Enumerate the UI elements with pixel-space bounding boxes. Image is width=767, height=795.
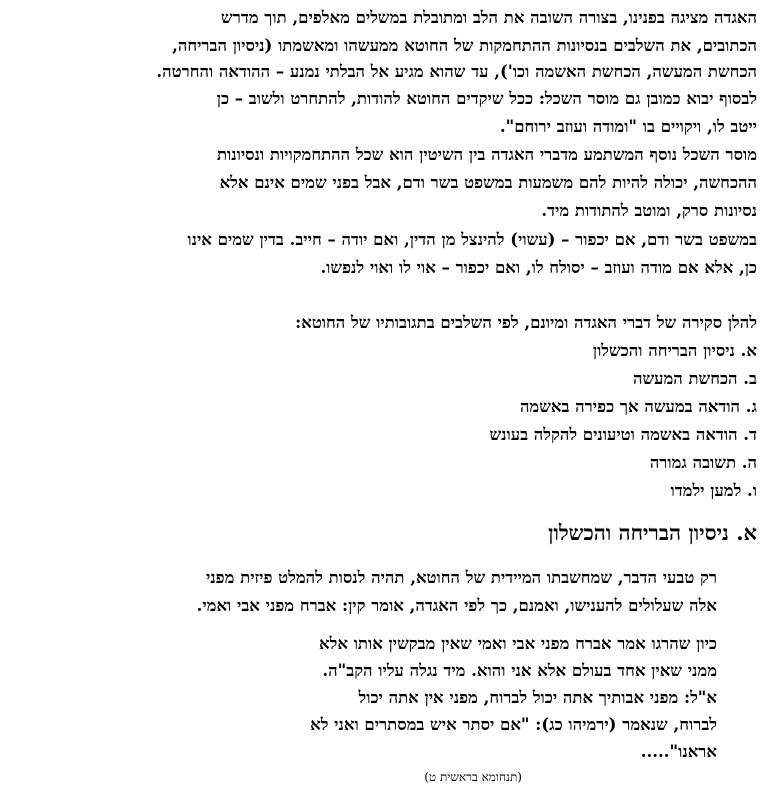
list-item: ד. הודאה באשמה וטיעונים להקלה בעונש: [489, 425, 757, 444]
intro-line: הכחשת המעשה, הכחשת האשמה וכו'), עד שהוא מגיע אל הבלתי נמנע – ההודאה והחרטה.: [156, 62, 757, 81]
list-item: א. ניסיון הבריחה והכשלון: [592, 341, 757, 360]
intro-line: האגדה מציגה בפנינו, בצורה השובה את הלב ומתובלת במשלים מאלפים, תוך מדרש: [221, 8, 757, 27]
intro-line: נסיונות סרק, ומוטב להתודות מיד.: [541, 201, 757, 220]
intro-line: ההכחשה, יכולה להיות להם משמעות במשפט בשר ודם, אבל בפני שמים אינם אלא: [219, 173, 757, 192]
section-heading: א. ניסיון הבריחה והכשלון: [548, 520, 757, 545]
section-body-line: אלה שעלולים להענישו, ואמנם, כך לפי האגדה, אומר קין: אברח מפני אבי ואמי.: [196, 596, 717, 615]
quote-line: כיון שהרגו אמר אברח מפני אבי ואמי שאין מבקשין אותו אלא: [319, 634, 717, 653]
intro-line: מוסר השכל נוסף המשתמע מדברי האגדה בין השיטין הוא שכל ההתחמקויות ונסיונות: [216, 145, 757, 164]
source-citation: (תנחומא בראשית ט): [424, 770, 522, 784]
list-intro: להלן סקירה של דברי האגדה ומיונם, לפי השלבים בתגובותיו של החוטא:: [295, 313, 757, 332]
intro-line: כן, אלא אם מודה ועוזב – יסולח לו, ואם יכפור – אוי לו ואוי לנפשו.: [320, 258, 757, 277]
intro-line: במשפט בשר ודם, אם יכפור – (עשוי) להינצל מן הדין, ואם יודה – חייב. בדין שמים אינו: [187, 230, 757, 249]
list-item: ה. תשובה גמורה: [649, 453, 757, 472]
quote-line: ממני שאין אחד בעולם אלא אני והוא. מיד נגלה עליו הקב"ה.: [322, 661, 717, 680]
section-body-line: רק טבעי הדבר, שמחשבתו המיידית של החוטא, תהיה לנסות להמלט פיזית מפני: [205, 568, 717, 587]
intro-line: הכתובים, את השלבים בנסיונות ההתחמקות של החוטא ממעשהו ומאשמתו (ניסיון הבריחה,: [172, 36, 757, 55]
intro-line: ייטב לו, ויקויים בו "ומודה ועוזב ירוחם".: [499, 117, 757, 136]
quote-line: לברוח, שנאמר (ירמיהו כג): "אם יסתר איש במסתרים ואני לא: [310, 715, 717, 734]
list-item: ו. למען ילמדו: [670, 481, 757, 500]
list-item: ג. הודאה במעשה אך כפירה באשמה: [519, 397, 757, 416]
list-item: ב. הכחשת המעשה: [632, 369, 757, 388]
intro-line: לבסוף יבוא כמובן גם מוסר השכל: ככל שיקדים החוטא להודות, להתחרט ולשוב – כן: [216, 89, 757, 108]
quote-line: א"ל: מפני אבותיך אתה יכול לברוח, מפני אין אתה יכול: [358, 688, 717, 707]
quote-line: אראנו".....: [640, 742, 717, 761]
